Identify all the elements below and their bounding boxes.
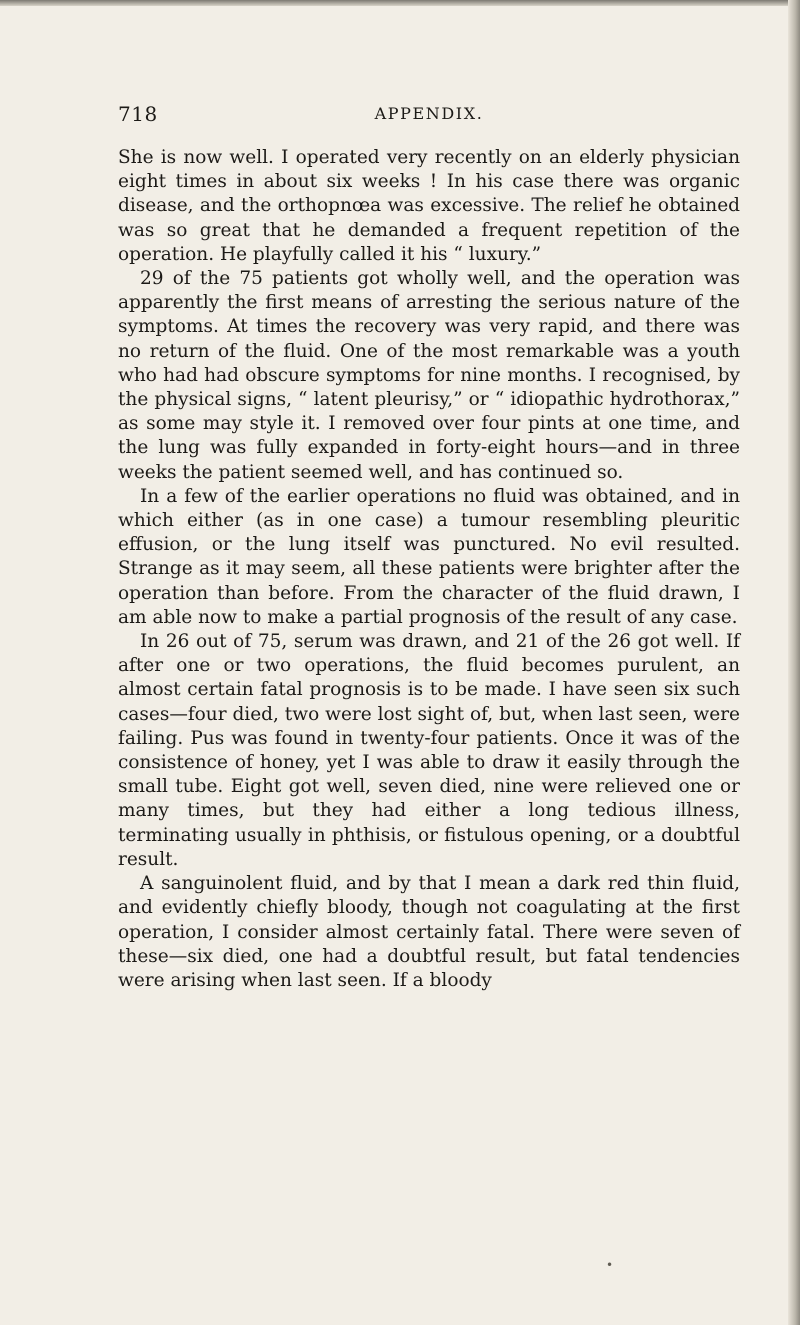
body-text: [118, 146, 740, 993]
page-number: 718: [118, 102, 158, 126]
paragraph: In a few of the earlier operations no fluid was obtained, and in which either (as in one case) a tumour resembling pleuritic effusion, or the lung itself was punctured. No evil resulted. Strange as it may seem, all these patients were brighter after the operation than before. From the character of the fluid drawn, I am able now to make a partial prognosis of the result of any case.: [118, 485, 740, 628]
paragraph: A sanguinolent fluid, and by that I mean a dark red thin fluid, and evidently chiefly bloody, though not coagulating at the first operation, I consider almost certainly fatal. There were seven of these—six died, one had a doubtful result, but fatal tendencies were arising when last seen. If a bloody: [118, 873, 740, 991]
page-right-edge: [788, 0, 800, 1325]
running-head: APPENDIX.: [374, 104, 484, 123]
page-top-edge: [0, 0, 800, 6]
paragraph: 29 of the 75 patients got wholly well, and the operation was apparently the first means of arresting the serious nature of the symptoms. At times the recovery was very rapid, and there was no return of the fluid. One of the most remarkable was a youth who had had obscure symptoms for nine months. I recognised, by the physical signs, “ latent pleurisy,” or “ idiopathic hydrothorax,” as some may style it. I removed over four pints at one time, and the lung was fully expanded in forty-eight hours—and in three weeks the patient seemed well, and has continued so.: [118, 268, 740, 483]
paragraph: She is now well. I operated very recently on an elderly physician eight times in about six weeks ! In his case there was organic disease, and the orthopnœa was excessive. The relief he obtained was so great that he demanded a frequent repetition of the operation. He playfully called it his “ luxury.”: [118, 147, 740, 265]
margin-speck: •: [606, 1258, 614, 1272]
page-header: [118, 102, 740, 132]
paragraph: In 26 out of 75, serum was drawn, and 21 of the 26 got well. If after one or two operations, the fluid becomes purulent, an almost certain fatal prognosis is to be made. I have seen six such cases—four died, two were lost sight of, but, when last seen, were failing. Pus was found in twenty-four patients. Once it was of the consistence of honey, yet I was able to draw it easily through the small tube. Eight got well, seven died, nine were relieved one or many times, but they had either a long tedious illness, terminating usually in phthisis, or fistulous opening, or a doubtful result.: [118, 631, 740, 870]
